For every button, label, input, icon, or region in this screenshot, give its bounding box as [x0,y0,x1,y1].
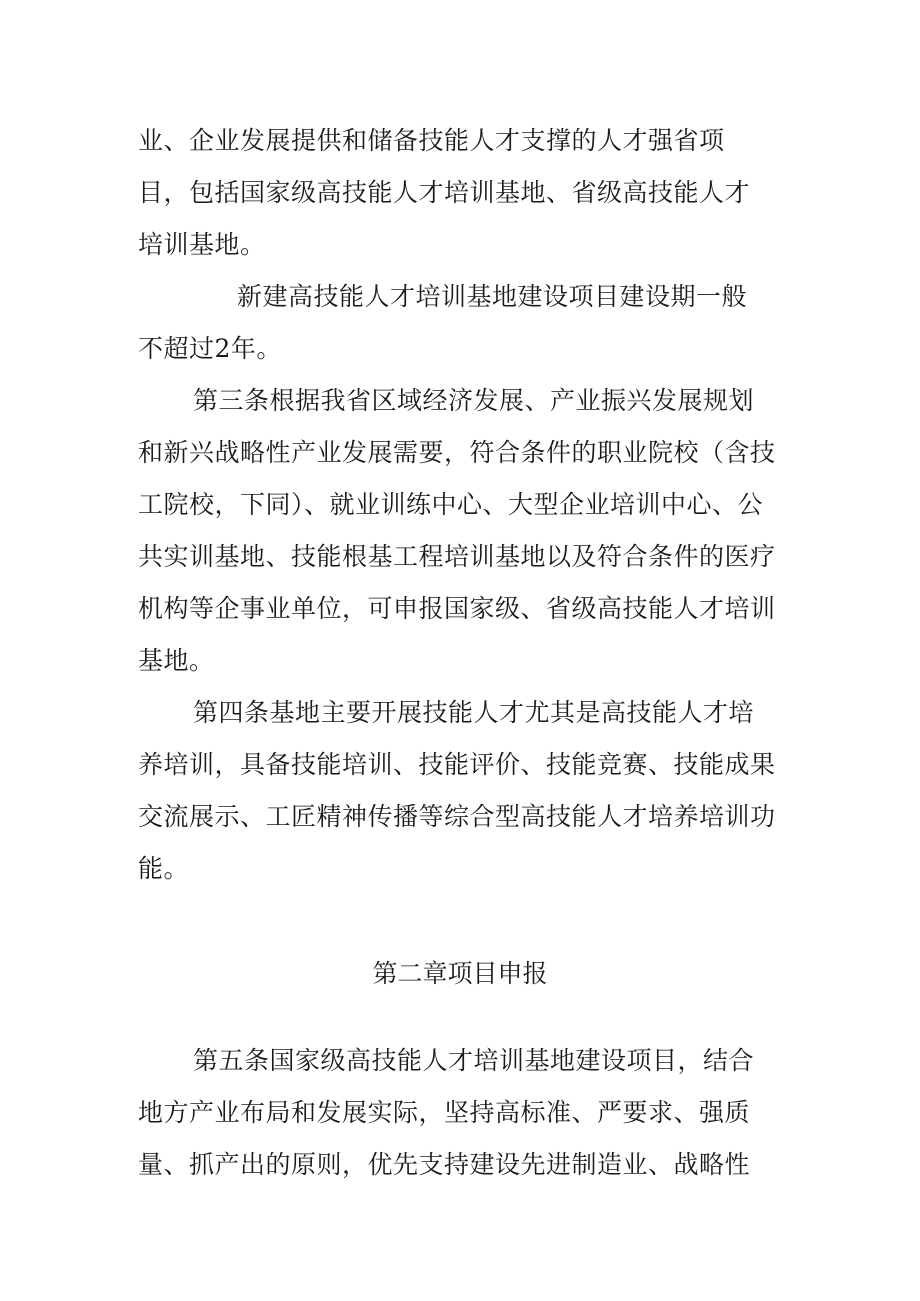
text-line: 目，包括国家级高技能人才培训基地、省级高技能人才 [138,178,751,207]
text-line: 新建高技能人才培训基地建设项目建设期一般 [237,282,748,311]
text-line: 能。 [138,854,190,883]
text-line: 养培训，具备技能培训、技能评价、技能竞赛、技能成果 [138,750,776,779]
text-line: 工院校，下同）、就业训练中心、大型企业培训中心、公 [138,490,764,519]
text-line: 培训基地。 [138,230,266,259]
text-line: 第四条基地主要开展技能人才尤其是高技能人才培 [193,698,755,727]
text-line: 业、企业发展提供和储备技能人才支撑的人才强省项 [138,126,725,155]
text-line: 不超过2年。 [138,334,282,363]
text-line: 机构等企事业单位，可申报国家级、省级高技能人才培训 [138,594,776,623]
text-line: 第三条根据我省区域经济发展、产业振兴发展规划 [193,386,755,415]
text-line: 和新兴战略性产业发展需要，符合条件的职业院校（含技 [138,438,776,467]
text-line: 共实训基地、技能根基工程培训基地以及符合条件的医疗 [138,542,776,571]
text-line: 地方产业布局和发展实际，坚持高标准、严要求、强质 [138,1098,751,1127]
text-line: 第五条国家级高技能人才培训基地建设项目，结合 [193,1046,755,1075]
chapter-heading: 第二章项目申报 [372,959,548,988]
text-line: 交流展示、工匠精神传播等综合型高技能人才培养培训功 [138,802,776,831]
text-line: 基地。 [138,646,215,675]
text-line: 量、抓产出的原则，优先支持建设先进制造业、战略性 [138,1150,751,1179]
